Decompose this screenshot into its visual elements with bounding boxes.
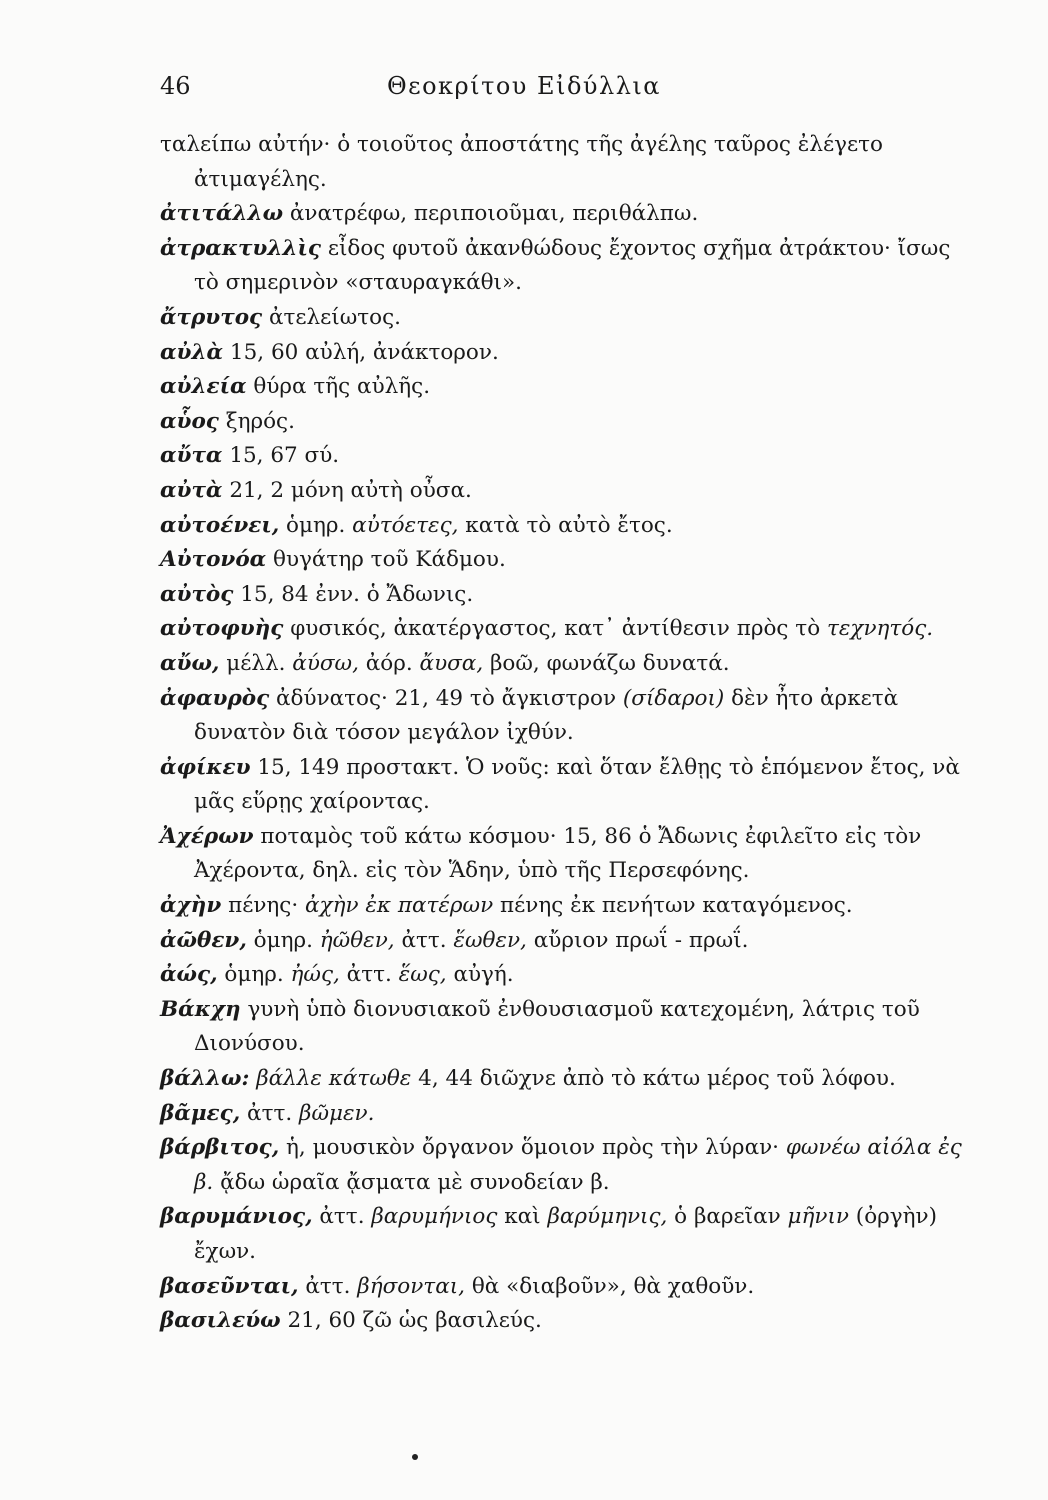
- entry-headword: Ἀχέρων: [160, 823, 254, 849]
- entry-headword: ἀφίκευ: [160, 754, 251, 780]
- entry-italic-text: βήσονται,: [357, 1273, 465, 1299]
- glossary-entry: [160, 232, 962, 301]
- entry-italic-text: ἠώς,: [290, 962, 340, 988]
- entry-headword: βασιλεύω: [160, 1308, 281, 1334]
- glossary-entry: [160, 1131, 962, 1200]
- entry-headword: ἀχὴν: [160, 893, 222, 919]
- entry-text: ἡ, μουσικὸν ὄργανον ὅμοιον πρὸς τὴν λύραν·: [279, 1135, 786, 1161]
- glossary-entry: [160, 647, 962, 682]
- entry-text: ὁμηρ.: [246, 927, 320, 953]
- glossary-entry: [160, 1200, 962, 1269]
- entry-italic-text: βαρυμήνιος: [371, 1204, 498, 1230]
- entry-italic-text: ἕως,: [398, 962, 447, 988]
- entry-text: θὰ «διαβοῦν», θὰ χαθοῦν.: [464, 1273, 755, 1299]
- entry-italic-text: ἀύσω,: [292, 650, 359, 676]
- entry-text: ἀδύνατος· 21, 49 τὸ ἄγκιστρον: [269, 685, 623, 711]
- glossary-entry: [160, 612, 962, 647]
- entry-text: 21, 2 μόνη αὐτὴ οὖσα.: [222, 477, 472, 503]
- glossary-entry: [160, 197, 962, 232]
- entry-text: ἀττ.: [339, 962, 399, 988]
- entry-text: μέλλ.: [219, 650, 293, 676]
- entry-headword: αὐτὰ: [160, 477, 223, 503]
- entry-text: ὁμηρ.: [217, 962, 291, 988]
- entry-headword: ἀφαυρὸς: [160, 685, 270, 711]
- entry-text: φυσικός, ἀκατέργαστος, κατ᾽ ἀντίθεσιν πρὸς τὸ: [283, 616, 827, 642]
- glossary-entry: [160, 958, 962, 993]
- entry-headword: αὐτὸς: [160, 581, 234, 607]
- entry-text: πένης·: [221, 893, 306, 919]
- page-number: 46: [160, 72, 191, 100]
- glossary-entry: [160, 751, 962, 820]
- entry-headword: αὐτοένει,: [160, 512, 280, 538]
- entry-text: ἀττ.: [240, 1100, 300, 1126]
- entry-text: 15, 84 ἐνν. ὁ Ἄδωνις.: [233, 581, 474, 607]
- glossary-entry: [160, 405, 962, 440]
- entry-text: ὁ βαρεῖαν: [667, 1204, 788, 1230]
- entry-italic-text: τεχνητός.: [826, 616, 934, 642]
- entry-italic-text: αὐτόετες,: [352, 512, 459, 538]
- entry-headword: βάλλω:: [160, 1066, 250, 1092]
- entry-text: ἀνατρέφω, περιποιοῦμαι, περιθάλπω.: [283, 201, 699, 227]
- glossary-entry: [160, 993, 962, 1062]
- entry-text: θύρα τῆς αὐλῆς.: [246, 374, 431, 400]
- glossary-entry: [160, 578, 962, 613]
- entry-headword: αὗος: [160, 408, 219, 434]
- entry-italic-text: βαρύμηνις,: [547, 1204, 668, 1230]
- entry-text: 15, 67 σύ.: [222, 443, 340, 469]
- entry-headword: βασεῦνται,: [160, 1273, 299, 1299]
- entry-italic-text: ἄυσα,: [419, 650, 484, 676]
- entry-text: ἀττ.: [394, 927, 454, 953]
- entry-italic-text: (σίδαροι): [622, 685, 725, 711]
- entry-italic-text: φωνέω αἰόλα ἐς β.: [194, 1135, 962, 1195]
- entry-italic-text: μῆνιν: [787, 1204, 849, 1230]
- entry-text: ἀττ.: [312, 1204, 372, 1230]
- entry-headword: ἀτρακτυλλὶς: [160, 235, 321, 261]
- entry-headword: ἀώς,: [160, 962, 218, 988]
- entry-headword: αὔω,: [160, 650, 220, 676]
- entry-headword: αὐτοφυὴς: [160, 616, 284, 642]
- glossary-entry: [160, 1062, 962, 1097]
- entry-headword: αὐλὰ: [160, 339, 224, 365]
- entry-text: ἀτελείωτος.: [262, 304, 401, 330]
- glossary-entry: [160, 543, 962, 578]
- glossary-entry: [160, 301, 962, 336]
- glossary-entry: [160, 1097, 962, 1132]
- entry-text: 21, 60 ζῶ ὡς βασιλεύς.: [280, 1308, 542, 1334]
- entry-text: ἀττ.: [298, 1273, 358, 1299]
- entry-headword: αὔτα: [160, 443, 223, 469]
- entry-text: δὲν ἦτο ἀρκετὰ δυνατὸν διὰ τόσον μεγάλον ἰχθύν.: [194, 685, 899, 746]
- entry-headword: ἀῶθεν,: [160, 927, 247, 953]
- glossary-entry: [160, 509, 962, 544]
- glossary-entry: [160, 336, 962, 371]
- glossary-entry: [160, 889, 962, 924]
- glossary-entry: [160, 128, 962, 197]
- glossary-entry: [160, 439, 962, 474]
- entry-headword: αὐλεία: [160, 374, 247, 400]
- entry-text: εἶδος φυτοῦ ἀκανθώδους ἔχοντος σχῆμα ἀτράκτου· ἴσως τὸ σημερινὸν «σταυραγκάθι».: [194, 235, 951, 296]
- glossary-entry: [160, 924, 962, 959]
- entry-headword: βάρβιτος,: [160, 1135, 280, 1161]
- entry-text: βοῶ, φωνάζω δυνατά.: [483, 650, 730, 676]
- entry-text: 15, 60 αὐλή, ἀνάκτορον.: [223, 339, 499, 365]
- entry-text: αὔριον πρωΐ - πρωΐ.: [526, 927, 749, 953]
- glossary: [160, 128, 962, 1339]
- entry-headword: ἀτιτάλλω: [160, 201, 284, 227]
- entry-text: ξηρός.: [218, 408, 295, 434]
- entry-text: ποταμὸς τοῦ κάτω κόσμου· 15, 86 ὁ Ἄδωνις ἐφιλεῖτο εἰς τὸν Ἀχέροντα, δηλ. εἰς τὸν Ἅδην, ὑπὸ τῆς Περσεφόνης.: [194, 823, 922, 884]
- entry-text: 15, 149 προστακτ. Ὁ νοῦς: καὶ ὅταν ἔλθῃς τὸ ἑπόμενον ἔτος, νὰ μᾶς εὕρῃς χαίροντας.: [194, 754, 960, 815]
- entry-italic-text: ἀχὴν ἐκ πατέρων: [305, 893, 494, 919]
- entry-headword: ἄτρυτος: [160, 304, 263, 330]
- entry-text: ταλείπω αὐτήν· ὁ τοιοῦτος ἀποστάτης τῆς ἀγέλης ταῦρος ἐλέγετο ἀτιμαγέλης.: [160, 132, 883, 192]
- entry-headword: Αὐτονόα: [160, 547, 267, 573]
- entry-headword: βαρυμάνιος,: [160, 1204, 313, 1230]
- entry-italic-text: ἠῶθεν,: [319, 927, 395, 953]
- entry-headword: Βάκχη: [160, 996, 241, 1022]
- entry-text: κατὰ τὸ αὐτὸ ἔτος.: [458, 512, 673, 538]
- entry-italic-text: ἕωθεν,: [453, 927, 527, 953]
- entry-text: γυνὴ ὑπὸ διονυσιακοῦ ἐνθουσιασμοῦ κατεχομένη, λάτρις τοῦ Διονύσου.: [194, 996, 920, 1057]
- glossary-entry: [160, 474, 962, 509]
- entry-text: ὁμηρ.: [279, 512, 353, 538]
- entry-text: ᾄδω ὡραῖα ᾄσματα μὲ συνοδείαν β.: [213, 1169, 610, 1195]
- entry-text: 4, 44 διῶχνε ἀπὸ τὸ κάτω μέρος τοῦ λόφου.: [411, 1066, 896, 1092]
- entry-headword: βᾶμες,: [160, 1100, 241, 1126]
- entry-text: αὐγή.: [446, 962, 514, 988]
- glossary-entry: [160, 682, 962, 751]
- entry-text: ἀόρ.: [358, 650, 420, 676]
- glossary-entry: [160, 1270, 962, 1305]
- entry-text: θυγάτηρ τοῦ Κάδμου.: [266, 547, 506, 573]
- entry-text: (ὀργὴν) ἔχων.: [194, 1204, 937, 1264]
- entry-text: καὶ: [497, 1204, 548, 1230]
- entry-italic-text: βάλλε κάτωθε: [256, 1066, 412, 1092]
- glossary-entry: [160, 370, 962, 405]
- glossary-entry: [160, 1304, 962, 1339]
- glossary-entry: [160, 820, 962, 889]
- entry-text: πένης ἐκ πενήτων καταγόμενος.: [493, 893, 853, 919]
- entry-italic-text: βῶμεν.: [299, 1100, 375, 1126]
- printer-dot-mark: [412, 1454, 418, 1460]
- running-title: Θεοκρίτου Εἰδύλλια: [386, 72, 662, 100]
